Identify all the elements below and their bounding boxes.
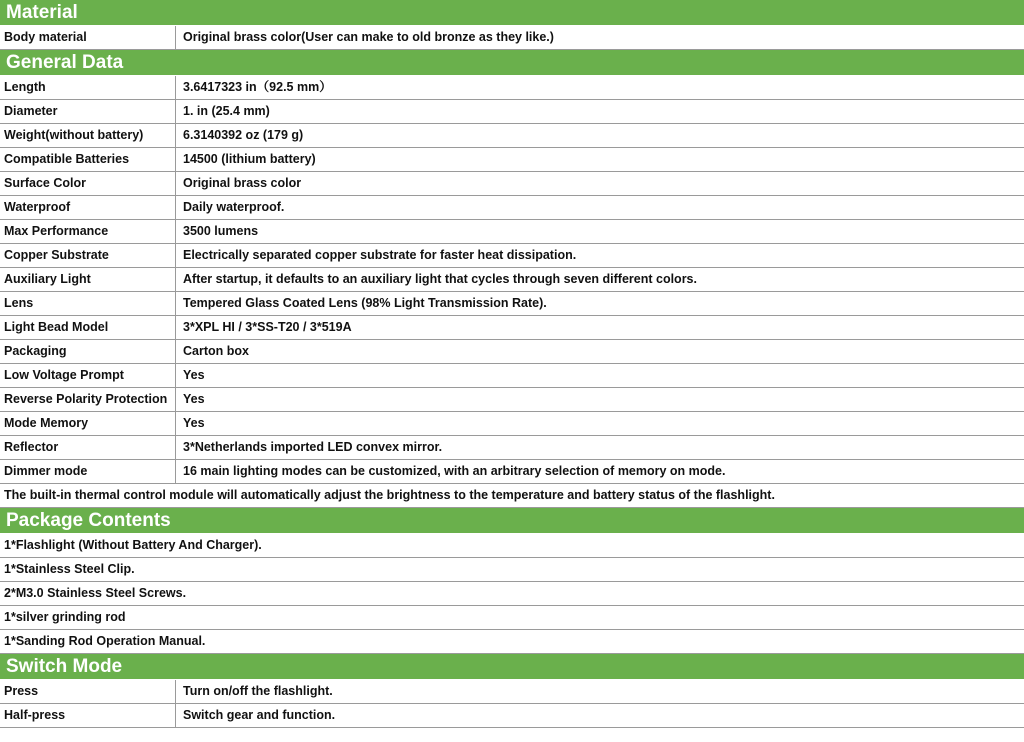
spec-row-lens [0, 292, 1024, 316]
spec-value: 6.3140392 oz (179 g) [183, 128, 304, 142]
switch-row-press [0, 680, 1024, 704]
spec-row-auxiliary-light [0, 268, 1024, 292]
spec-row-length [0, 76, 1024, 100]
package-item-text: 1*Flashlight (Without Battery And Charger). [4, 538, 262, 552]
spec-label: Auxiliary Light [0, 268, 176, 291]
switch-value: Turn on/off the flashlight. [183, 684, 333, 698]
spec-row-thermal-note [0, 484, 1024, 508]
spec-value: 1. in (25.4 mm) [183, 104, 270, 118]
package-item-text: 2*M3.0 Stainless Steel Screws. [4, 586, 187, 600]
section-header-general-data: General Data [0, 50, 1024, 76]
spec-row-packaging [0, 340, 1024, 364]
spec-label: Max Performance [0, 220, 176, 243]
switch-label: Half-press [0, 704, 176, 727]
spec-row-dimmer-mode [0, 460, 1024, 484]
spec-label: Waterproof [0, 196, 176, 219]
package-item-text: 1*Stainless Steel Clip. [4, 562, 135, 576]
package-item [0, 558, 1024, 582]
spec-label: Surface Color [0, 172, 176, 195]
spec-row-mode-memory [0, 412, 1024, 436]
spec-value: 14500 (lithium battery) [183, 152, 316, 166]
spec-row-light-bead-model [0, 316, 1024, 340]
spec-value: 3*Netherlands imported LED convex mirror. [183, 440, 443, 454]
spec-row-body-material [0, 26, 1024, 50]
section-header-material: Material [0, 0, 1024, 26]
spec-row-diameter [0, 100, 1024, 124]
switch-label: Press [0, 680, 176, 703]
spec-value: 3*XPL HI / 3*SS-T20 / 3*519A [183, 320, 352, 334]
spec-label: Packaging [0, 340, 176, 363]
package-item-text: 1*silver grinding rod [4, 610, 126, 624]
spec-value: Yes [183, 416, 205, 430]
spec-value: Yes [183, 368, 205, 382]
spec-row-copper-substrate [0, 244, 1024, 268]
spec-row-reverse-polarity-protection [0, 388, 1024, 412]
package-item [0, 582, 1024, 606]
spec-label: Light Bead Model [0, 316, 176, 339]
spec-label: Weight(without battery) [0, 124, 176, 147]
spec-row-low-voltage-prompt [0, 364, 1024, 388]
spec-label: Mode Memory [0, 412, 176, 435]
package-item [0, 534, 1024, 558]
package-item-text: 1*Sanding Rod Operation Manual. [4, 634, 206, 648]
package-item [0, 630, 1024, 654]
spec-value: Carton box [183, 344, 249, 358]
spec-label: Lens [0, 292, 176, 315]
thermal-control-note: The built-in thermal control module will automatically adjust the brightness to the temperature and battery status of the flashlight. [4, 488, 775, 502]
spec-label: Reflector [0, 436, 176, 459]
spec-value: 3500 lumens [183, 224, 259, 238]
spec-row-weight [0, 124, 1024, 148]
spec-label: Reverse Polarity Protection [0, 388, 176, 411]
spec-value: 16 main lighting modes can be customized, with an arbitrary selection of memory on mode. [183, 464, 726, 478]
spec-row-max-performance [0, 220, 1024, 244]
spec-row-surface-color [0, 172, 1024, 196]
spec-value: Electrically separated copper substrate for faster heat dissipation. [183, 248, 577, 262]
spec-label: Body material [0, 26, 176, 49]
spec-value: Original brass color [183, 176, 302, 190]
package-item [0, 606, 1024, 630]
spec-value: Tempered Glass Coated Lens (98% Light Transmission Rate). [183, 296, 547, 310]
spec-row-waterproof [0, 196, 1024, 220]
switch-row-half-press [0, 704, 1024, 728]
spec-value: Daily waterproof. [183, 200, 285, 214]
spec-value: Yes [183, 392, 205, 406]
switch-value: Switch gear and function. [183, 708, 336, 722]
spec-row-reflector [0, 436, 1024, 460]
spec-label: Compatible Batteries [0, 148, 176, 171]
section-header-package-contents: Package Contents [0, 508, 1024, 534]
spec-label: Diameter [0, 100, 176, 123]
spec-label: Dimmer mode [0, 460, 176, 483]
section-header-switch-mode: Switch Mode [0, 654, 1024, 680]
spec-value: Original brass color(User can make to old bronze as they like.) [183, 30, 554, 44]
spec-row-compatible-batteries [0, 148, 1024, 172]
spec-value: After startup, it defaults to an auxiliary light that cycles through seven different colors. [183, 272, 697, 286]
spec-label: Low Voltage Prompt [0, 364, 176, 387]
spec-label: Copper Substrate [0, 244, 176, 267]
spec-label: Length [0, 76, 176, 99]
spec-value: 3.6417323 in（92.5 mm） [183, 80, 332, 94]
